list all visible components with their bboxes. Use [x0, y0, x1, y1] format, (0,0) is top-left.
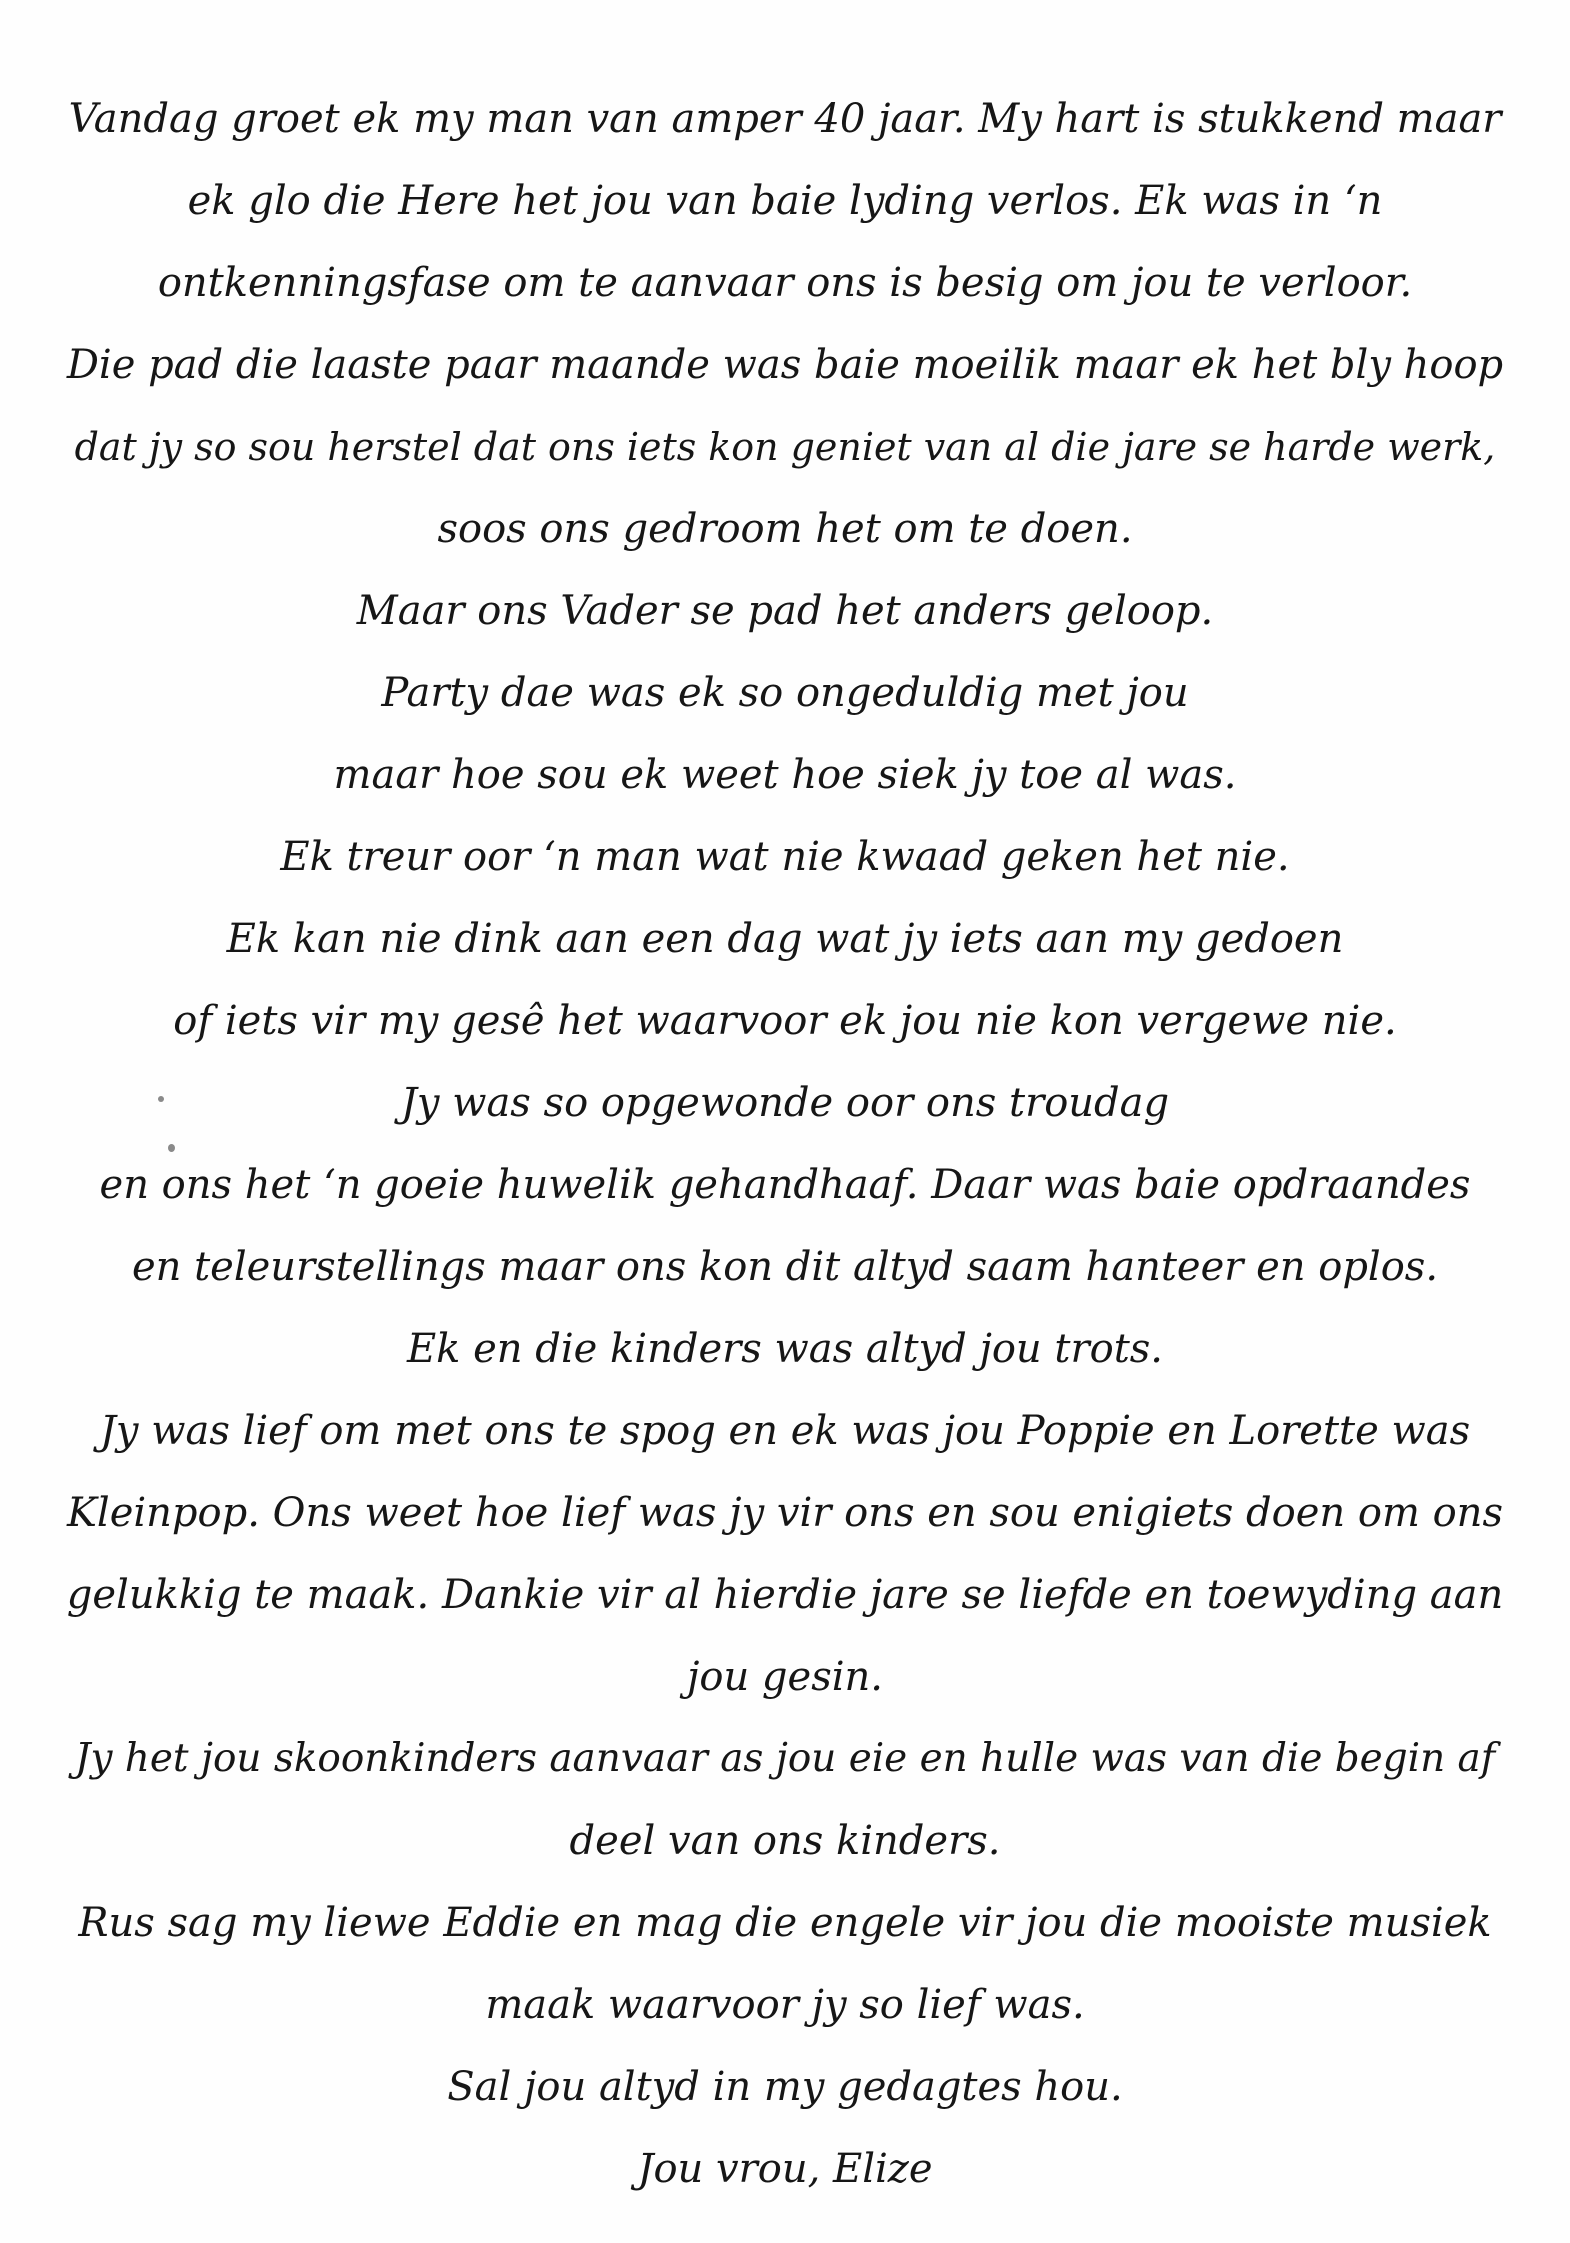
letter-line: deel van ons kinders. — [569, 1818, 1001, 1864]
letter-line: Jy was lief om met ons te spog en ek was jou Poppie en Lorette was — [99, 1408, 1471, 1454]
scan-speck — [158, 1096, 164, 1102]
letter-line: en teleurstellings maar ons kon dit altyd saam hanteer en oplos. — [131, 1244, 1439, 1290]
letter-line: Jy het jou skoonkinders aanvaar as jou eie en hulle was van die begin af — [74, 1736, 1496, 1781]
letter-line: maak waarvoor jy so lief was. — [485, 1982, 1085, 2028]
letter-line: ek glo die Here het jou van baie lyding verlos. Ek was in ‘n — [187, 178, 1383, 224]
scan-speck — [168, 1144, 175, 1152]
letter-line: gelukkig te maak. Dankie vir al hierdie jare se liefde en toewyding aan — [66, 1572, 1504, 1618]
letter-line: Die pad die laaste paar maande was baie moeilik maar ek het bly hoop — [66, 342, 1504, 388]
letter-line: Sal jou altyd in my gedagtes hou. — [447, 2064, 1123, 2110]
letter-line: Kleinpop. Ons weet hoe lief was jy vir ons en sou enigiets doen om ons — [67, 1490, 1503, 1536]
letter-line: soos ons gedroom het om te doen. — [437, 506, 1133, 552]
letter-line: Jou vrou, Elize — [637, 2146, 933, 2192]
letter-line: ontkenningsfase om te aanvaar ons is besig om jou te verloor. — [157, 260, 1413, 306]
letter-line: Party dae was ek so ongeduldig met jou — [381, 670, 1189, 716]
letter-line: Ek kan nie dink aan een dag wat jy iets aan my gedoen — [226, 916, 1344, 962]
letter-line: Maar ons Vader se pad het anders geloop. — [356, 588, 1214, 634]
letter-line: dat jy so sou herstel dat ons iets kon geniet van al die jare se harde werk, — [74, 425, 1496, 469]
letter-line: Ek en die kinders was altyd jou trots. — [406, 1326, 1164, 1372]
letter-line: en ons het ‘n goeie huwelik gehandhaaf. Daar was baie opdraandes — [99, 1162, 1471, 1208]
letter-line: maar hoe sou ek weet hoe siek jy toe al was. — [333, 752, 1237, 798]
letter-line: Jy was so opgewonde oor ons troudag — [400, 1080, 1170, 1126]
letter-line: jou gesin. — [686, 1654, 884, 1700]
letter-line: Vandag groet ek my man van amper 40 jaar. My hart is stukkend maar — [68, 96, 1502, 142]
memorial-letter — [60, 78, 1510, 2210]
letter-line: of iets vir my gesê het waarvoor ek jou nie kon vergewe nie. — [173, 998, 1397, 1044]
letter-line: Rus sag my liewe Eddie en mag die engele vir jou die mooiste musiek — [78, 1900, 1492, 1946]
letter-line: Ek treur oor ‘n man wat nie kwaad geken het nie. — [280, 834, 1290, 880]
